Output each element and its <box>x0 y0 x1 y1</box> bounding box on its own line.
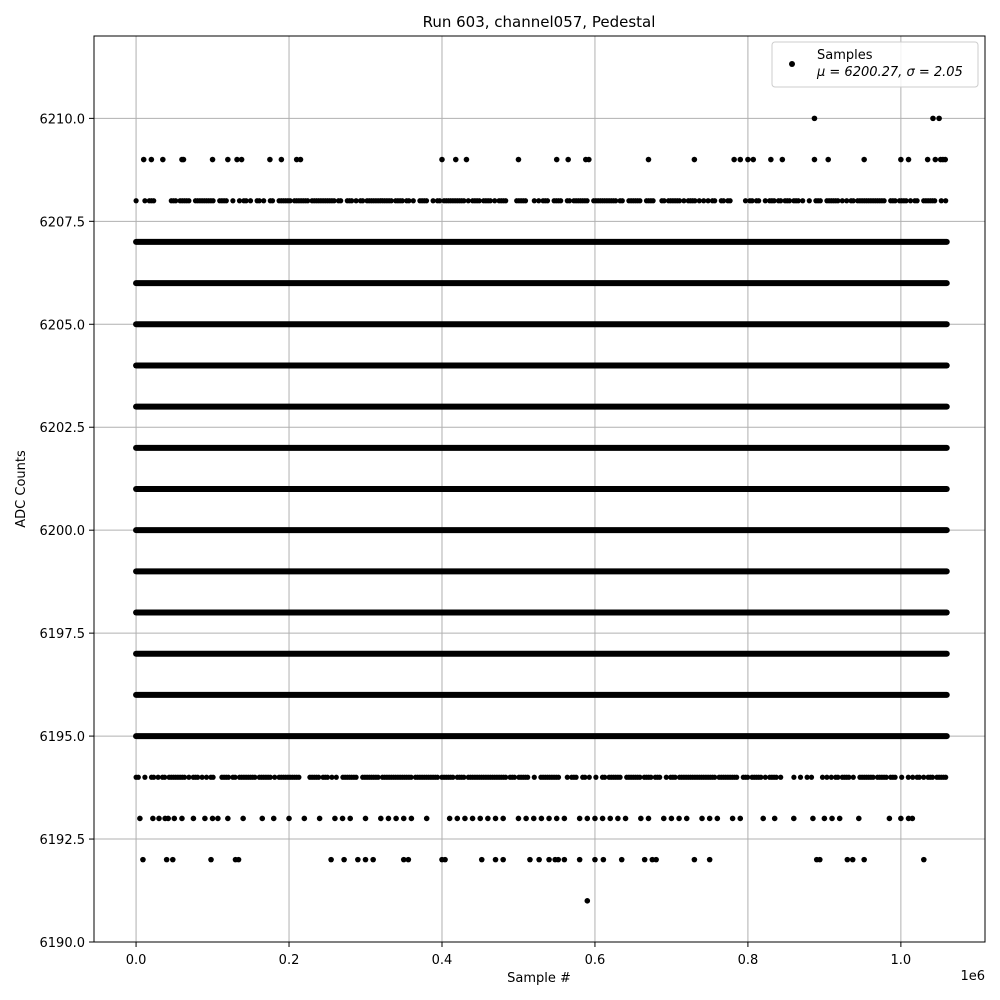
sample-point <box>592 816 598 822</box>
sample-point <box>586 157 592 163</box>
sample-point <box>925 157 931 163</box>
chart-title: Run 603, channel057, Pedestal <box>422 13 656 31</box>
sample-point <box>562 857 568 863</box>
sample-point <box>477 816 483 822</box>
sample-point <box>317 816 323 822</box>
x-tick-label: 1.0 <box>890 953 912 968</box>
sample-point <box>942 157 948 163</box>
sample-point <box>737 816 743 822</box>
sample-point <box>225 157 231 163</box>
sample-point <box>363 816 369 822</box>
sample-point <box>623 816 629 822</box>
sample-point <box>657 775 662 780</box>
sample-point <box>239 157 245 163</box>
sample-point <box>810 816 816 822</box>
sample-point <box>676 816 682 822</box>
x-tick-label: 0.2 <box>278 953 300 968</box>
sample-point <box>151 198 156 203</box>
sample-point <box>156 816 162 822</box>
sample-point <box>692 857 698 863</box>
sample-point <box>211 198 216 203</box>
y-tick-label: 6197.5 <box>39 627 85 643</box>
sample-point <box>136 775 141 780</box>
sample-point <box>760 816 766 822</box>
sample-point <box>845 857 851 863</box>
sample-point <box>791 816 797 822</box>
sample-point <box>932 198 937 203</box>
sample-point <box>620 198 625 203</box>
sample-point <box>165 816 171 822</box>
sample-point <box>817 857 823 863</box>
sample-point <box>363 857 369 863</box>
sample-point <box>592 857 598 863</box>
sample-point <box>439 157 445 163</box>
sample-point <box>236 857 242 863</box>
sample-point <box>899 775 904 780</box>
sample-point <box>545 198 550 203</box>
sample-point <box>601 857 607 863</box>
sample-point <box>818 198 823 203</box>
sample-point <box>730 816 736 822</box>
sample-point <box>812 157 818 163</box>
sample-point <box>734 775 739 780</box>
sample-point <box>271 816 277 822</box>
sample-point <box>341 857 347 863</box>
x-axis-offset-label: 1e6 <box>960 969 985 984</box>
sample-point <box>453 157 459 163</box>
sample-point <box>536 857 542 863</box>
sample-point <box>637 198 642 203</box>
sample-point <box>208 857 214 863</box>
sample-point <box>302 816 308 822</box>
sample-point <box>915 198 920 203</box>
sample-point <box>791 775 796 780</box>
sample-point <box>646 157 652 163</box>
sample-point <box>142 775 147 780</box>
sample-point <box>338 198 343 203</box>
sample-point <box>737 157 743 163</box>
sample-point <box>684 816 690 822</box>
y-tick-label: 6192.5 <box>39 833 85 849</box>
sample-point <box>574 775 579 780</box>
sample-point <box>898 816 904 822</box>
sample-point <box>562 816 568 822</box>
y-tick-label: 6207.5 <box>39 215 85 231</box>
sample-point <box>856 816 862 822</box>
sample-point <box>707 857 713 863</box>
sample-point <box>861 857 867 863</box>
sample-point <box>340 816 346 822</box>
sample-point <box>921 857 927 863</box>
sample-point <box>825 157 831 163</box>
sample-point <box>454 816 460 822</box>
sample-point <box>261 198 266 203</box>
sample-point <box>211 775 216 780</box>
sample-point <box>930 116 936 122</box>
sample-point <box>638 816 644 822</box>
sample-point <box>780 157 786 163</box>
sample-point <box>882 198 887 203</box>
sample-point <box>756 198 761 203</box>
sample-point <box>527 857 533 863</box>
sample-point <box>296 775 301 780</box>
sample-point <box>585 198 590 203</box>
sample-point <box>378 816 384 822</box>
legend-series-name: Samples <box>817 48 873 63</box>
sample-point <box>554 157 560 163</box>
y-tick-label: 6210.0 <box>39 112 85 128</box>
sample-point <box>224 198 229 203</box>
sample-point <box>160 157 166 163</box>
sample-point <box>525 775 530 780</box>
sample-point <box>406 857 412 863</box>
sample-point <box>170 857 176 863</box>
sample-point <box>181 157 187 163</box>
sample-point <box>932 157 938 163</box>
sample-point <box>149 157 155 163</box>
sample-point <box>851 775 856 780</box>
sample-point <box>772 816 778 822</box>
sample-point <box>618 775 623 780</box>
sample-point <box>137 816 143 822</box>
sample-point <box>215 816 221 822</box>
sample-point <box>442 857 448 863</box>
sample-point <box>259 816 265 822</box>
sample-point <box>577 857 583 863</box>
sample-point <box>585 816 591 822</box>
sample-point <box>707 816 713 822</box>
sample-point <box>347 816 353 822</box>
sample-point <box>619 857 625 863</box>
sample-point <box>500 857 506 863</box>
y-tick-label: 6195.0 <box>39 730 85 746</box>
medium-sample-row <box>134 775 949 780</box>
sample-point <box>225 816 231 822</box>
sample-point <box>936 116 942 122</box>
sample-point <box>887 816 893 822</box>
sample-point <box>750 157 756 163</box>
sample-point <box>523 198 528 203</box>
sample-point <box>164 857 170 863</box>
sample-point <box>411 198 416 203</box>
sample-point <box>523 816 529 822</box>
x-tick-label: 0.0 <box>125 953 147 968</box>
sample-point <box>546 857 552 863</box>
sample-point <box>532 775 537 780</box>
sample-point <box>731 157 737 163</box>
legend-series-stats: μ = 6200.27, σ = 2.05 <box>817 65 963 80</box>
sample-point <box>279 157 285 163</box>
sample-point <box>503 198 508 203</box>
sample-point <box>516 157 522 163</box>
sample-point <box>267 157 273 163</box>
sample-point <box>556 775 561 780</box>
sample-point <box>354 775 359 780</box>
sample-point <box>462 816 468 822</box>
sample-point <box>615 816 621 822</box>
sample-point <box>210 157 216 163</box>
x-axis-label: Sample # <box>507 971 571 986</box>
sample-point <box>898 157 904 163</box>
sample-point <box>661 816 667 822</box>
sample-point <box>943 775 948 780</box>
sample-point <box>798 775 803 780</box>
sample-point <box>653 857 659 863</box>
sample-point <box>500 816 506 822</box>
sample-point <box>587 775 592 780</box>
sample-point <box>470 816 476 822</box>
sample-point <box>809 775 814 780</box>
sample-point <box>140 857 146 863</box>
sample-point <box>600 816 606 822</box>
sample-point <box>577 816 583 822</box>
sample-point <box>728 198 733 203</box>
sample-point <box>248 198 253 203</box>
sample-point <box>332 816 338 822</box>
sample-point <box>807 198 812 203</box>
sample-point <box>240 816 246 822</box>
sample-point <box>745 157 751 163</box>
sample-point <box>712 198 717 203</box>
sample-point <box>642 857 648 863</box>
sample-point <box>424 816 430 822</box>
sample-point <box>829 816 835 822</box>
sample-point <box>607 816 613 822</box>
sample-point <box>393 816 399 822</box>
sample-point <box>861 157 867 163</box>
sample-point <box>822 816 828 822</box>
sample-point <box>585 898 591 904</box>
sample-point <box>210 816 216 822</box>
sample-point <box>150 816 156 822</box>
sample-point <box>328 857 334 863</box>
y-tick-label: 6190.0 <box>39 936 85 951</box>
sample-point <box>715 816 721 822</box>
sample-point <box>646 816 652 822</box>
sample-point <box>554 816 560 822</box>
sample-point <box>555 857 561 863</box>
medium-sample-row <box>134 198 949 203</box>
sample-point <box>539 816 545 822</box>
sample-point <box>531 816 537 822</box>
sample-point <box>837 816 843 822</box>
x-tick-label: 0.8 <box>737 953 759 968</box>
sample-point <box>386 816 392 822</box>
y-tick-label: 6202.5 <box>39 421 85 437</box>
y-tick-label: 6200.0 <box>39 524 85 540</box>
sample-point <box>179 816 185 822</box>
sample-point <box>270 198 275 203</box>
sample-point <box>593 775 598 780</box>
sample-point <box>692 157 698 163</box>
sample-point <box>172 816 178 822</box>
sample-point <box>669 816 675 822</box>
sample-point <box>800 198 805 203</box>
sample-point <box>370 857 376 863</box>
sample-point <box>906 157 912 163</box>
legend-marker <box>789 61 795 67</box>
sample-point <box>812 116 818 122</box>
sample-point <box>409 816 415 822</box>
x-tick-label: 0.6 <box>584 953 606 968</box>
sample-point <box>850 857 856 863</box>
sample-point <box>943 198 948 203</box>
sample-point <box>141 157 147 163</box>
sample-point <box>651 198 656 203</box>
sample-point <box>447 816 453 822</box>
x-tick-label: 0.4 <box>431 953 453 968</box>
sample-point <box>699 816 705 822</box>
sample-point <box>893 775 898 780</box>
sample-point <box>334 775 339 780</box>
sample-point <box>778 775 783 780</box>
sample-point <box>565 157 571 163</box>
sample-point <box>546 816 552 822</box>
data-points <box>134 116 949 904</box>
sample-point <box>464 157 470 163</box>
sample-point <box>910 816 916 822</box>
sample-point <box>401 816 407 822</box>
y-tick-label: 6205.0 <box>39 318 85 334</box>
sample-point <box>493 857 499 863</box>
sample-point <box>485 816 491 822</box>
sample-point <box>202 816 208 822</box>
sample-point <box>479 857 485 863</box>
sample-point <box>355 857 361 863</box>
sample-point <box>768 157 774 163</box>
sample-point <box>230 198 235 203</box>
sample-point <box>516 816 522 822</box>
sample-point <box>286 816 292 822</box>
sample-point <box>424 198 429 203</box>
legend <box>772 42 978 87</box>
y-axis-label: ADC Counts <box>14 450 29 528</box>
sample-point <box>134 198 139 203</box>
sample-point <box>558 198 563 203</box>
sample-point <box>493 816 499 822</box>
sample-point <box>191 816 197 822</box>
sample-point <box>298 157 304 163</box>
sample-point <box>186 198 191 203</box>
